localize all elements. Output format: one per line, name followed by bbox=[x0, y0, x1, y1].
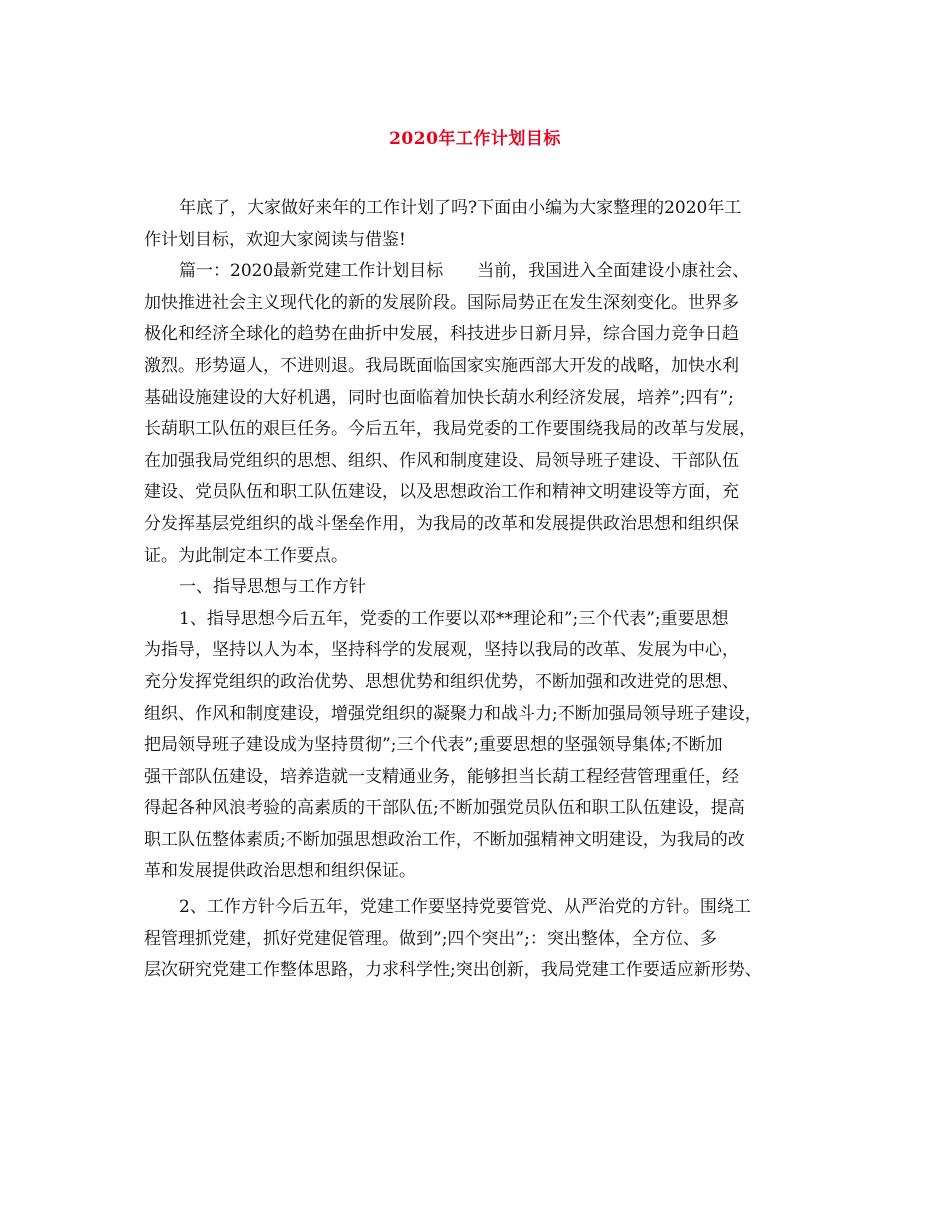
body-line: 1、指导思想今后五年，党委的工作要以邓**理论和”;三个代表”;重要思想 bbox=[179, 608, 729, 629]
document-title: 2020年工作计划目标 bbox=[389, 129, 561, 149]
body-line: 作计划目标，欢迎大家阅读与借鉴! bbox=[144, 229, 406, 250]
body-line: 2、工作方针今后五年，党建工作要坚持党要管党、从严治党的方针。围绕工 bbox=[179, 897, 751, 918]
body-line: 分发挥基层党组织的战斗堡垒作用，为我局的改革和发展提供政治思想和组织保 bbox=[144, 513, 739, 534]
body-line: 强干部队伍建设，培养造就一支精通业务，能够担当长葫工程经营管理重任，经 bbox=[144, 766, 739, 787]
document-body bbox=[144, 193, 816, 987]
body-line: 极化和经济全球化的趋势在曲折中发展，科技进步日新月异，综合国力竞争日趋 bbox=[144, 324, 739, 345]
body-line: 年底了，大家做好来年的工作计划了吗?下面由小编为大家整理的2020年工 bbox=[179, 198, 742, 218]
body-line: 把局领导班子建设成为坚持贯彻”;三个代表”;重要思想的坚强领导集体;不断加 bbox=[144, 735, 723, 756]
body-line: 职工队伍整体素质;不断加强思想政治工作，不断加强精神文明建设，为我局的改 bbox=[144, 829, 745, 850]
body-line: 得起各种风浪考验的高素质的干部队伍;不断加强党员队伍和职工队伍建设，提高 bbox=[144, 798, 745, 819]
body-line: 充分发挥党组织的政治优势、思想优势和组织优势，不断加强和改进党的思想、 bbox=[144, 671, 739, 692]
body-line: 长葫职工队伍的艰巨任务。今后五年，我局党委的工作要围绕我局的改革与发展， bbox=[144, 419, 756, 440]
body-line: 篇一：2020最新党建工作计划目标 当前，我国进入全面建设小康社会、 bbox=[179, 261, 750, 282]
body-line: 革和发展提供政治思想和组织保证。 bbox=[144, 861, 416, 882]
body-line: 程管理抓党建，抓好党建促管理。做到”;四个突出”;：突出整体，全方位、多 bbox=[144, 928, 717, 949]
body-line: 建设、党员队伍和职工队伍建设，以及思想政治工作和精神文明建设等方面，充 bbox=[144, 482, 739, 503]
body-line: 激烈。形势逼人，不进则退。我局既面临国家实施西部大开发的战略，加快水利 bbox=[144, 355, 739, 376]
body-line: 一、指导思想与工作方针 bbox=[179, 577, 366, 598]
body-line: 加快推进社会主义现代化的新的发展阶段。国际局势正在发生深刻变化。世界多 bbox=[144, 292, 739, 313]
body-line: 在加强我局党组织的思想、组织、作风和制度建设、局领导班子建设、干部队伍 bbox=[144, 450, 739, 471]
body-line: 为指导，坚持以人为本，坚持科学的发展观，坚持以我局的改革、发展为中心， bbox=[144, 640, 739, 661]
body-line: 基础设施建设的大好机遇，同时也面临着加快长葫水利经济发展，培养”;四有”; bbox=[144, 387, 734, 408]
body-line: 证。为此制定本工作要点。 bbox=[144, 545, 348, 566]
body-line: 层次研究党建工作整体思路，力求科学性;突出创新，我局党建工作要适应新形势、 bbox=[144, 960, 762, 981]
body-line: 组织、作风和制度建设，增强党组织的凝聚力和战斗力;不断加强局领导班子建设， bbox=[144, 703, 762, 724]
